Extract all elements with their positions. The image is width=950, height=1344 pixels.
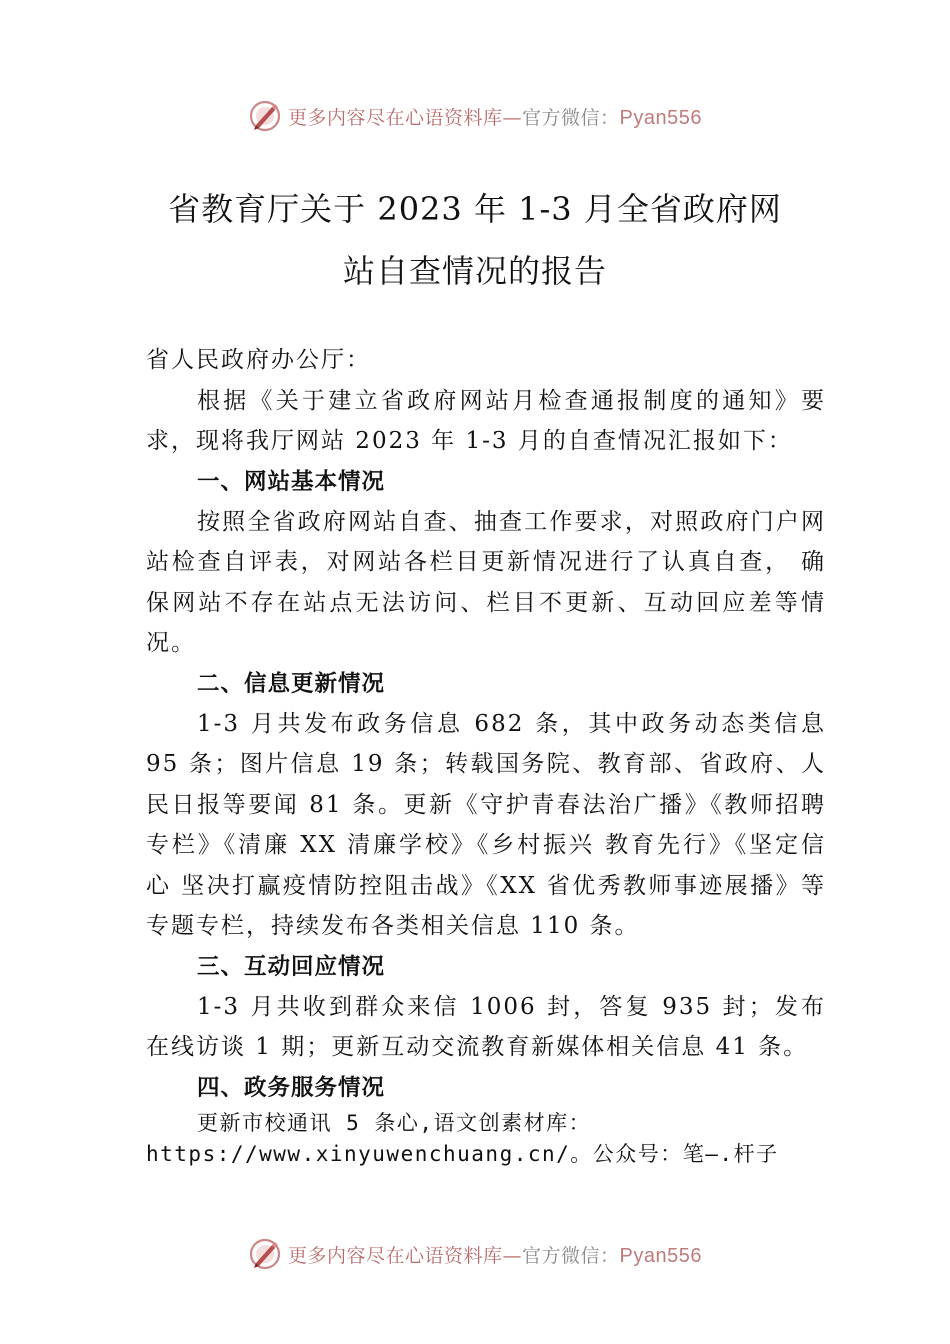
section-heading-3: 三、互动回应情况 (197, 953, 386, 980)
section-text-4 (146, 1108, 826, 1170)
title-line-1: 省教育厅关于 2023 年 1-3 月全省政府网 (168, 190, 782, 228)
document-title (0, 178, 950, 302)
pen-logo-icon (248, 1237, 282, 1271)
section-heading-1: 一、网站基本情况 (197, 468, 386, 495)
watermark-wechat-label: 官方微信： (522, 106, 620, 129)
intro-paragraph: 根据《关于建立省政府网站月检查通报制度的通知》要求，现将我厅网站 2023 年 1-3 月的自查情况汇报如下： (146, 387, 826, 454)
watermark-separator: — (502, 1244, 523, 1267)
watermark-wechat-label: 官方微信： (522, 1244, 620, 1267)
section-heading-4: 四、政务服务情况 (197, 1074, 386, 1101)
section-text-1: 按照全省政府网站自查、抽查工作要求，对照政府门户网站检查自评表，对网站各栏目更新情况进行了认真自查， 确保网站不存在站点无法访问、栏目不更新、互动回应差等情况。 (146, 508, 826, 656)
section-text-4-line-1: 更新市校通讯 5 条心,语文创素材库： (197, 1110, 592, 1135)
salutation: 省人民政府办公厅： (146, 347, 371, 373)
watermark-brand: 更多内容尽在心语资料库 (288, 106, 503, 129)
watermark-wechat-id: Pyan556 (619, 106, 702, 129)
section-text-4-line-2: https://www.xinyuwenchuang.cn/。公众号：笔—.杆子 (146, 1141, 779, 1166)
section-text-3: 1-3 月共收到群众来信 1006 封，答复 935 封；发布在线访谈 1 期；更新互动交流教育新媒体相关信息 41 条。 (146, 993, 826, 1060)
watermark-footer (0, 1234, 950, 1274)
title-line-2: 站自查情况的报告 (342, 252, 607, 290)
watermark-header (0, 96, 950, 136)
document-body (146, 340, 826, 1170)
watermark-brand: 更多内容尽在心语资料库 (288, 1244, 503, 1267)
section-text-2: 1-3 月共发布政务信息 682 条，其中政务动态类信息 95 条；图片信息 19 条；转载国务院、教育部、省政府、人民日报等要闻 81 条。更新《守护青春法治广播》《教师招聘专栏》《清廉 XX 清廉学校》《乡村振兴 教育先行》《坚定信心 坚决打赢疫情防控阻击战》《XX 省优秀教师事迹展播》等专题专栏，持续发布各类相关信息 110 条。 (146, 710, 826, 939)
watermark-wechat-id: Pyan556 (619, 1244, 702, 1267)
pen-logo-icon (248, 99, 282, 133)
section-heading-2: 二、信息更新情况 (197, 670, 386, 697)
watermark-separator: — (502, 106, 523, 129)
